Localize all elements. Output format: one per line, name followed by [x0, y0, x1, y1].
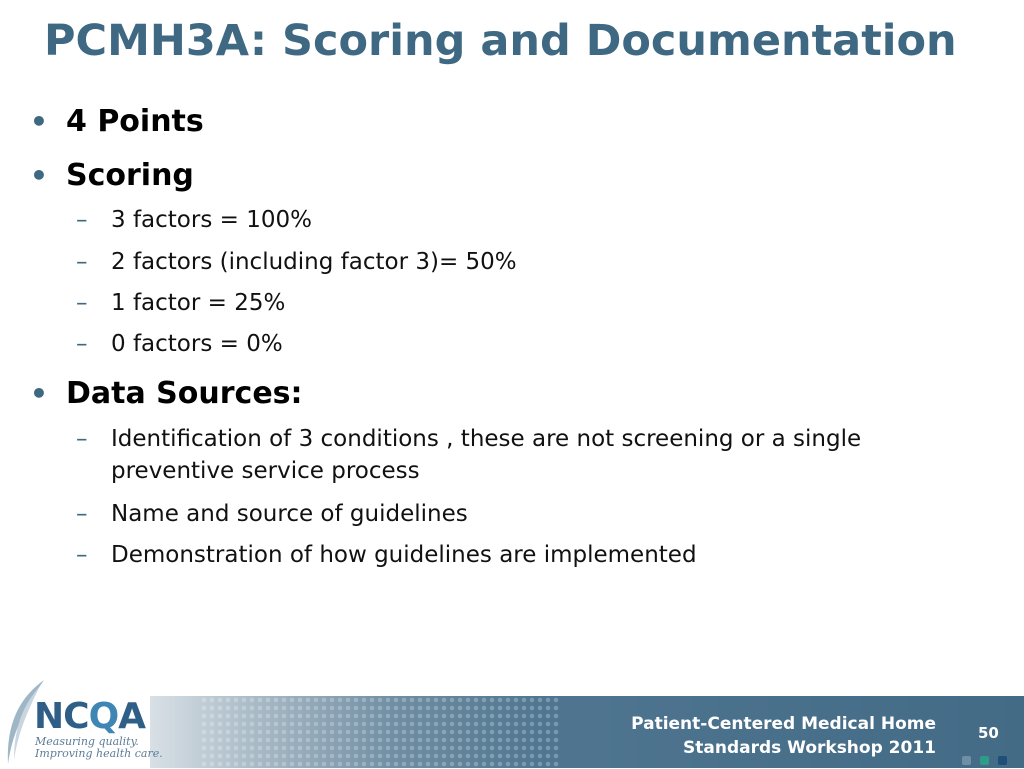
square-icon	[962, 756, 971, 765]
data-source-item-text: Identification of 3 conditions , these are not screening or a single preventive service process	[111, 426, 862, 484]
scoring-item-text: 1 factor = 25%	[111, 290, 286, 316]
scoring-item-text: 2 factors (including factor 3)= 50%	[111, 249, 517, 275]
page-number: 50	[978, 724, 999, 742]
bullet-label: 4 Points	[66, 104, 204, 139]
dash-icon: –	[76, 501, 88, 527]
logo-tagline: Measuring quality. Improving health care.	[35, 735, 163, 760]
data-source-item	[76, 423, 956, 487]
slide-title: PCMH3A: Scoring and Documentation	[44, 16, 957, 66]
dash-icon: –	[76, 249, 88, 275]
decorative-squares	[962, 750, 1011, 760]
scoring-item-text: 0 factors = 0%	[111, 331, 283, 357]
scoring-item	[76, 246, 956, 278]
data-source-item-text: Demonstration of how guidelines are implemented	[111, 542, 697, 568]
footer-line-1: Patient-Centered Medical Home	[631, 714, 936, 734]
logo-wordmark: NCQA	[34, 696, 146, 737]
square-icon	[980, 756, 989, 765]
dash-icon: –	[76, 426, 88, 452]
data-source-item	[76, 498, 956, 530]
dash-icon: –	[76, 542, 88, 568]
bullet-label: Data Sources:	[66, 376, 303, 411]
scoring-item	[76, 204, 956, 236]
scoring-item-text: 3 factors = 100%	[111, 207, 312, 233]
bullet-icon: •	[30, 159, 48, 192]
footer-caption	[631, 712, 936, 760]
square-icon	[998, 756, 1007, 765]
bullet-label: Scoring	[66, 158, 194, 193]
scoring-item	[76, 328, 956, 360]
bullet-icon: •	[30, 105, 48, 138]
footer-line-2: Standards Workshop 2011	[683, 738, 936, 758]
data-source-item-text: Name and source of guidelines	[111, 501, 468, 527]
dash-icon: –	[76, 290, 88, 316]
scoring-item	[76, 287, 956, 319]
data-source-item	[76, 539, 956, 571]
dash-icon: –	[76, 331, 88, 357]
ncqa-logo	[0, 676, 170, 768]
dash-icon: –	[76, 207, 88, 233]
bullet-icon: •	[30, 377, 48, 410]
footer-dot-pattern	[200, 696, 560, 768]
